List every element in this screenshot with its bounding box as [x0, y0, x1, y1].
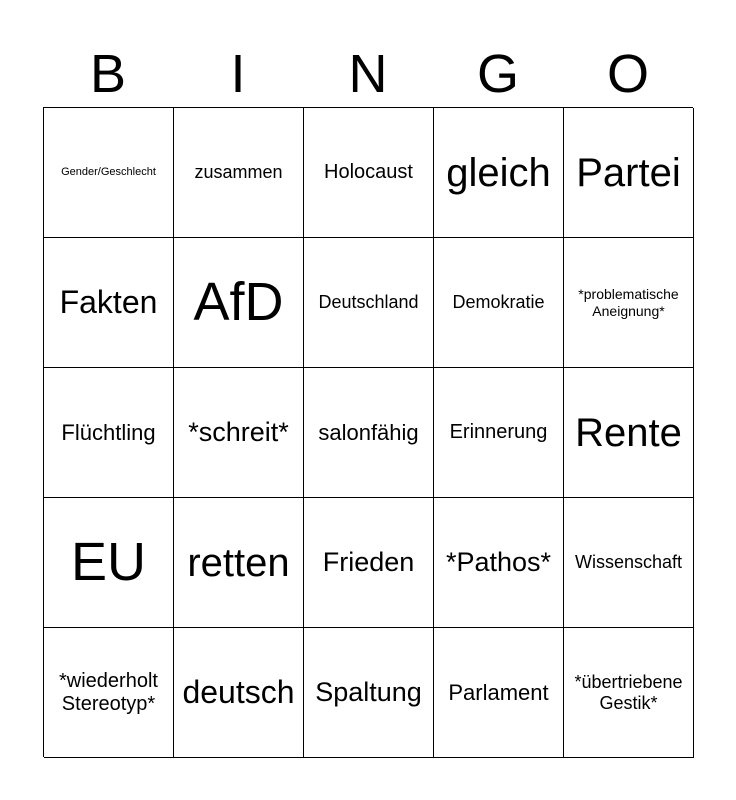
- bingo-cell[interactable]: Partei: [564, 108, 694, 238]
- bingo-cell[interactable]: gleich: [434, 108, 564, 238]
- bingo-cell[interactable]: *schreit*: [174, 368, 304, 498]
- bingo-header: [43, 42, 693, 106]
- bingo-cell[interactable]: Parlament: [434, 628, 564, 758]
- bingo-cell[interactable]: Holocaust: [304, 108, 434, 238]
- bingo-cell[interactable]: zusammen: [174, 108, 304, 238]
- bingo-cell[interactable]: *Pathos*: [434, 498, 564, 628]
- header-letter-o: O: [606, 44, 649, 104]
- bingo-cell[interactable]: deutsch: [174, 628, 304, 758]
- bingo-cell[interactable]: Deutschland: [304, 238, 434, 368]
- bingo-cell[interactable]: AfD: [174, 238, 304, 368]
- bingo-cell[interactable]: *problematische Aneignung*: [564, 238, 694, 368]
- bingo-cell[interactable]: Wissenschaft: [564, 498, 694, 628]
- bingo-board: [43, 107, 693, 757]
- bingo-cell[interactable]: *übertriebene Gestik*: [564, 628, 694, 758]
- bingo-cell[interactable]: salonfähig: [304, 368, 434, 498]
- bingo-cell[interactable]: Spaltung: [304, 628, 434, 758]
- bingo-cell[interactable]: Rente: [564, 368, 694, 498]
- bingo-cell[interactable]: Frieden: [304, 498, 434, 628]
- header-letter-i: I: [230, 44, 246, 104]
- bingo-cell[interactable]: Erinnerung: [434, 368, 564, 498]
- header-letter-n: N: [348, 44, 388, 104]
- bingo-cell[interactable]: retten: [174, 498, 304, 628]
- bingo-cell[interactable]: Flüchtling: [44, 368, 174, 498]
- bingo-cell[interactable]: Demokratie: [434, 238, 564, 368]
- bingo-cell[interactable]: Gender/Geschlecht: [44, 108, 174, 238]
- header-letter-g: G: [476, 44, 519, 104]
- bingo-cell[interactable]: EU: [44, 498, 174, 628]
- bingo-cell[interactable]: *wiederholt Stereotyp*: [44, 628, 174, 758]
- header-letter-b: B: [89, 44, 127, 104]
- bingo-cell[interactable]: Fakten: [44, 238, 174, 368]
